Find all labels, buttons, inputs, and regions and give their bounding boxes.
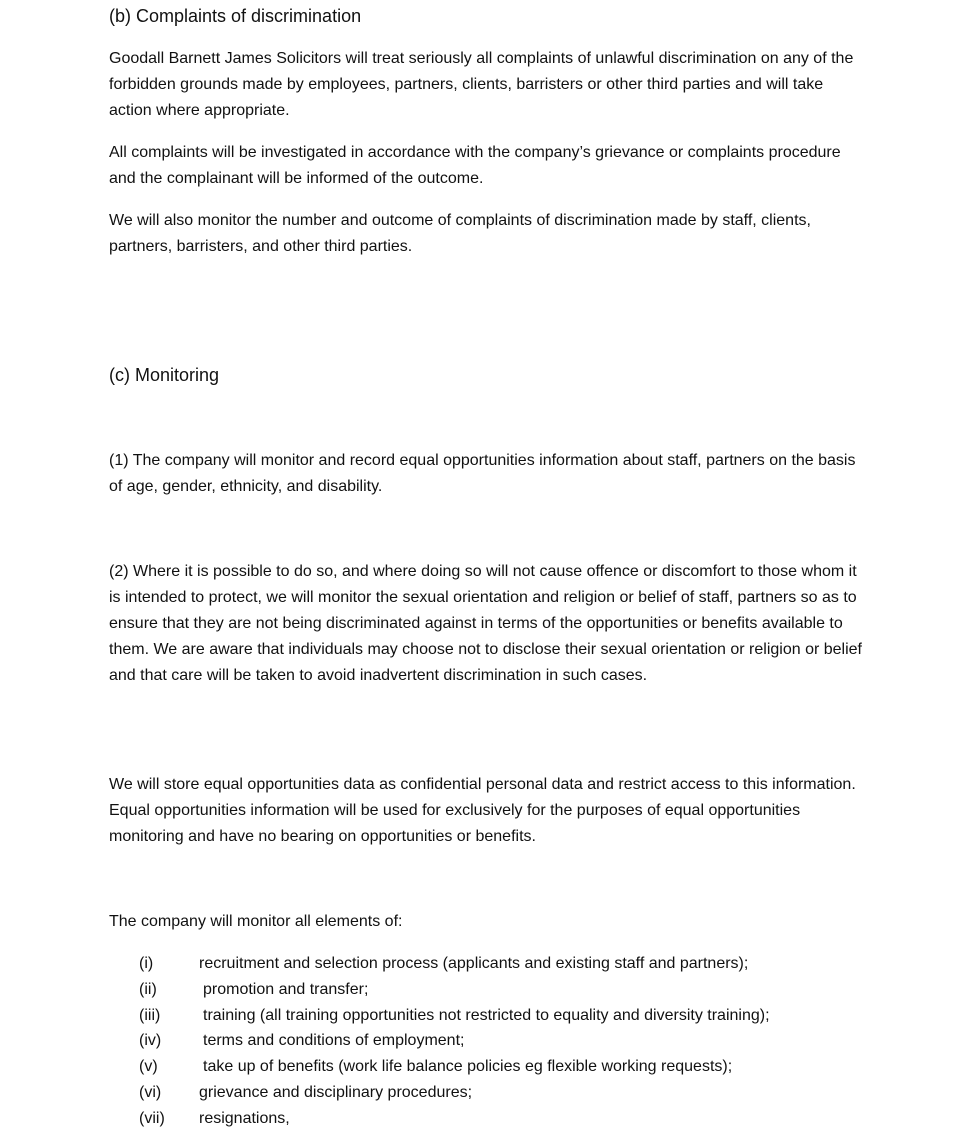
list-item-text: training (all training opportunities not restricted to equality and diversity training);	[203, 1006, 770, 1024]
list-item-number: (ii)	[139, 980, 157, 998]
section-b-heading: (b) Complaints of discrimination	[109, 6, 362, 26]
section-b-paragraph-2: All complaints will be investigated in accordance with the company’s grievance or complaints procedure and the complainant will be informed of the outcome.	[109, 144, 841, 187]
list-item-number: (vii)	[139, 1109, 165, 1127]
list-item-number: (v)	[139, 1058, 158, 1076]
list-item	[139, 1106, 879, 1132]
list-item-number: (iii)	[139, 1006, 161, 1024]
section-c-paragraph-3: We will store equal opportunities data as confidential personal data and restrict access to this information. Equal opportunities information will be used for exclusively for the purposes of equal opportunities monitoring and have no bearing on opportunities or benefits.	[109, 776, 856, 845]
list-item	[139, 1080, 879, 1106]
list-item-text: resignations,	[199, 1109, 290, 1127]
list-item-text: promotion and transfer;	[203, 980, 369, 998]
list-item-number: (iv)	[139, 1032, 162, 1050]
list-item	[139, 977, 879, 1003]
section-c-list-intro: The company will monitor all elements of:	[109, 913, 403, 930]
list-item-number: (vi)	[139, 1083, 162, 1101]
list-item	[139, 1028, 879, 1054]
section-b-paragraph-3: We will also monitor the number and outcome of complaints of discrimination made by staff, clients, partners, barristers, and other third parties.	[109, 212, 811, 255]
list-item-text: grievance and disciplinary procedures;	[199, 1083, 473, 1101]
section-b-paragraph-1: Goodall Barnett James Solicitors will treat seriously all complaints of unlawful discrimination on any of the forbidden grounds made by employees, partners, clients, barristers or other third parties and will take action where appropriate.	[109, 50, 854, 119]
list-item	[139, 951, 879, 977]
section-c-paragraph-1: (1) The company will monitor and record equal opportunities information about staff, partners on the basis of age, gender, ethnicity, and disability.	[109, 452, 856, 495]
list-item-text: take up of benefits (work life balance policies eg flexible working requests);	[203, 1058, 733, 1076]
list-item-number: (i)	[139, 955, 154, 972]
section-c-paragraph-2: (2) Where it is possible to do so, and where doing so will not cause offence or discomfort to those whom it is intended to protect, we will monitor the sexual orientation and religion or belief of staff, partners so as to ensure that they are not being discriminated against in terms of the opportunities or benefits available to them. We are aware that individuals may choose not to disclose their sexual orientation or religion or belief and that care will be taken to avoid inadvertent discrimination in such cases.	[109, 563, 862, 684]
monitoring-elements-list	[139, 951, 879, 1132]
list-item-text: terms and conditions of employment;	[203, 1032, 465, 1050]
list-item	[139, 1054, 879, 1080]
section-c-heading: (c) Monitoring	[109, 365, 220, 385]
list-item-text: recruitment and selection process (applicants and existing staff and partners);	[199, 955, 749, 972]
list-item	[139, 1003, 879, 1029]
